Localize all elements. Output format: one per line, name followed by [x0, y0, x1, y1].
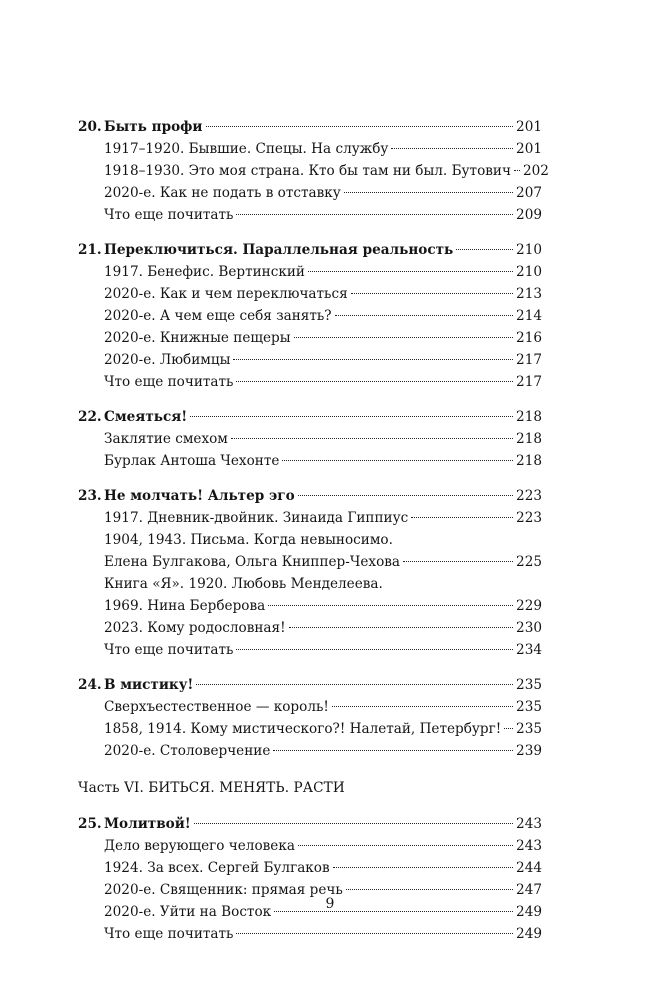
subsection-title: 2020-е. Как и чем переключаться — [104, 286, 348, 302]
section-spacer — [78, 226, 542, 239]
subsection-page-number: 239 — [516, 743, 542, 759]
subsection-entry[interactable] — [78, 835, 542, 857]
subsection-entry[interactable] — [78, 305, 542, 327]
dot-leader — [514, 170, 520, 171]
subsection-entry[interactable] — [78, 639, 542, 661]
subsection-page-number: 207 — [516, 185, 542, 201]
chapter-entry[interactable] — [78, 406, 542, 428]
section-spacer — [78, 393, 542, 406]
subsection-page-number: 210 — [516, 264, 542, 280]
subsection-title: 2020-е. Священник: прямая речь — [104, 882, 343, 898]
subsection-entry[interactable] — [78, 718, 542, 740]
subsection-title: 2020-е. Как не подать в отставку — [104, 185, 341, 201]
dot-leader — [308, 271, 513, 272]
chapter-entry[interactable] — [78, 674, 542, 696]
subsection-title: Что еще почитать — [104, 926, 234, 942]
subsection-entry[interactable] — [78, 204, 542, 226]
chapter-entry[interactable] — [78, 485, 542, 507]
subsection-entry[interactable] — [78, 138, 542, 160]
subsection-title: 1918–1930. Это моя страна. Кто бы там ни был. Бутович — [104, 163, 511, 179]
dot-leader — [194, 823, 513, 824]
dot-leader — [233, 359, 513, 360]
subsection-entry[interactable] — [78, 182, 542, 204]
subsection-entry[interactable] — [78, 261, 542, 283]
dot-leader — [294, 337, 513, 338]
chapter-number: 22. — [78, 409, 102, 425]
subsection-title: 1917. Дневник-двойник. Зинаида Гиппиус — [104, 510, 409, 526]
subsection-entry[interactable] — [78, 551, 542, 573]
subsection-page-number: 218 — [516, 453, 542, 469]
subsection-title: Книга «Я». 1920. Любовь Менделеева. — [104, 576, 383, 592]
section-spacer — [78, 800, 542, 813]
subsection-page-number: 247 — [516, 882, 542, 898]
subsection-entry[interactable] — [78, 595, 542, 617]
subsection-entry[interactable] — [78, 857, 542, 879]
subsection-page-number: 235 — [516, 699, 542, 715]
subsection-entry[interactable] — [78, 349, 542, 371]
dot-leader — [273, 750, 513, 751]
subsection-title: 1924. За всех. Сергей Булгаков — [104, 860, 330, 876]
dot-leader — [236, 649, 513, 650]
dot-leader — [282, 460, 513, 461]
subsection-title: 1917–1920. Бывшие. Спецы. На службу — [104, 141, 389, 157]
subsection-page-number: 217 — [516, 352, 542, 368]
subsection-entry[interactable] — [78, 529, 542, 551]
subsection-page-number: 223 — [516, 510, 542, 526]
dot-leader — [206, 126, 514, 127]
dot-leader — [236, 381, 513, 382]
subsection-title: Что еще почитать — [104, 642, 234, 658]
subsection-title: Что еще почитать — [104, 374, 234, 390]
dot-leader — [190, 416, 513, 417]
chapter-title: Быть профи — [104, 119, 203, 135]
dot-leader — [231, 438, 513, 439]
dot-leader — [236, 933, 513, 934]
chapter-page-number: 243 — [516, 816, 542, 832]
subsection-title: 2020-е. Книжные пещеры — [104, 330, 291, 346]
dot-leader — [333, 867, 513, 868]
page-number: 9 — [325, 896, 335, 912]
dot-leader — [403, 561, 513, 562]
subsection-title: 2023. Кому родословная! — [104, 620, 286, 636]
dot-leader — [236, 214, 513, 215]
dot-leader — [196, 684, 513, 685]
dot-leader — [411, 517, 513, 518]
chapter-entry[interactable] — [78, 813, 542, 835]
subsection-page-number: 218 — [516, 431, 542, 447]
dot-leader — [504, 728, 513, 729]
chapter-number: 21. — [78, 242, 102, 258]
subsection-title: 1904, 1943. Письма. Когда невыносимо. — [104, 532, 393, 548]
subsection-entry[interactable] — [78, 371, 542, 393]
dot-leader — [298, 495, 513, 496]
subsection-entry[interactable] — [78, 617, 542, 639]
subsection-entry[interactable] — [78, 160, 549, 182]
subsection-page-number: 229 — [516, 598, 542, 614]
dot-leader — [351, 293, 513, 294]
dot-leader — [268, 605, 513, 606]
subsection-page-number: 214 — [516, 308, 542, 324]
dot-leader — [456, 249, 513, 250]
subsection-title: 2020-е. А чем еще себя занять? — [104, 308, 332, 324]
subsection-page-number: 243 — [516, 838, 542, 854]
subsection-entry[interactable] — [78, 507, 542, 529]
subsection-title: Дело верующего человека — [104, 838, 295, 854]
subsection-title: Елена Булгакова, Ольга Книппер-Чехова — [104, 554, 401, 570]
subsection-page-number: 201 — [516, 141, 542, 157]
subsection-page-number: 249 — [516, 926, 542, 942]
subsection-title: 1917. Бенефис. Вертинский — [104, 264, 305, 280]
dot-leader — [346, 889, 513, 890]
subsection-page-number: 225 — [516, 554, 542, 570]
subsection-title: Что еще почитать — [104, 207, 234, 223]
subsection-page-number: 244 — [516, 860, 542, 876]
chapter-entry[interactable] — [78, 239, 542, 261]
chapter-page-number: 218 — [516, 409, 542, 425]
subsection-entry[interactable] — [78, 428, 542, 450]
chapter-page-number: 235 — [516, 677, 542, 693]
subsection-title: Сверхъестественное — король! — [104, 699, 329, 715]
chapter-title: Переключиться. Параллельная реальность — [104, 242, 454, 258]
dot-leader — [332, 706, 513, 707]
subsection-title: Заклятие смехом — [104, 431, 228, 447]
dot-leader — [289, 627, 513, 628]
subsection-entry[interactable] — [78, 450, 542, 472]
chapter-title: Молитвой! — [104, 816, 191, 832]
subsection-page-number: 202 — [522, 163, 549, 179]
subsection-page-number: 213 — [516, 286, 542, 302]
subsection-title: 1858, 1914. Кому мистического?! Налетай, Петербург! — [104, 721, 502, 737]
part-heading: Часть VI. БИТЬСЯ. МЕНЯТЬ. РАСТИ — [78, 780, 345, 796]
section-spacer — [78, 661, 542, 674]
subsection-title: 2020-е. Любимцы — [104, 352, 231, 368]
subsection-entry[interactable] — [78, 740, 542, 762]
subsection-entry[interactable] — [78, 327, 542, 349]
subsection-entry[interactable] — [78, 696, 542, 718]
subsection-title: 2020-е. Уйти на Восток — [104, 904, 272, 920]
chapter-page-number: 201 — [516, 119, 542, 135]
subsection-title: 1969. Нина Берберова — [104, 598, 266, 614]
subsection-title: Бурлак Антоша Чехонте — [104, 453, 280, 469]
dot-leader — [344, 192, 513, 193]
chapter-title: В мистику! — [104, 677, 194, 693]
chapter-entry[interactable] — [78, 116, 542, 138]
dot-leader — [335, 315, 513, 316]
subsection-page-number: 235 — [516, 721, 542, 737]
chapter-page-number: 223 — [516, 488, 542, 504]
subsection-entry[interactable] — [78, 923, 542, 945]
chapter-number: 20. — [78, 119, 102, 135]
chapter-number: 24. — [78, 677, 102, 693]
part-spacer — [78, 762, 542, 776]
subsection-title: 2020-е. Столоверчение — [104, 743, 271, 759]
subsection-page-number: 249 — [516, 904, 542, 920]
chapter-number: 25. — [78, 816, 102, 832]
subsection-page-number: 234 — [516, 642, 542, 658]
subsection-page-number: 209 — [516, 207, 542, 223]
subsection-entry[interactable] — [78, 573, 542, 595]
chapter-title: Не молчать! Альтер эго — [104, 488, 295, 504]
section-spacer — [78, 472, 542, 485]
dot-leader — [298, 845, 513, 846]
chapter-number: 23. — [78, 488, 102, 504]
subsection-entry[interactable] — [78, 283, 542, 305]
subsection-page-number: 230 — [516, 620, 542, 636]
dot-leader — [391, 148, 513, 149]
table-of-contents — [78, 116, 549, 945]
chapter-title: Смеяться! — [104, 409, 188, 425]
subsection-page-number: 217 — [516, 374, 542, 390]
subsection-page-number: 216 — [516, 330, 542, 346]
chapter-page-number: 210 — [516, 242, 542, 258]
